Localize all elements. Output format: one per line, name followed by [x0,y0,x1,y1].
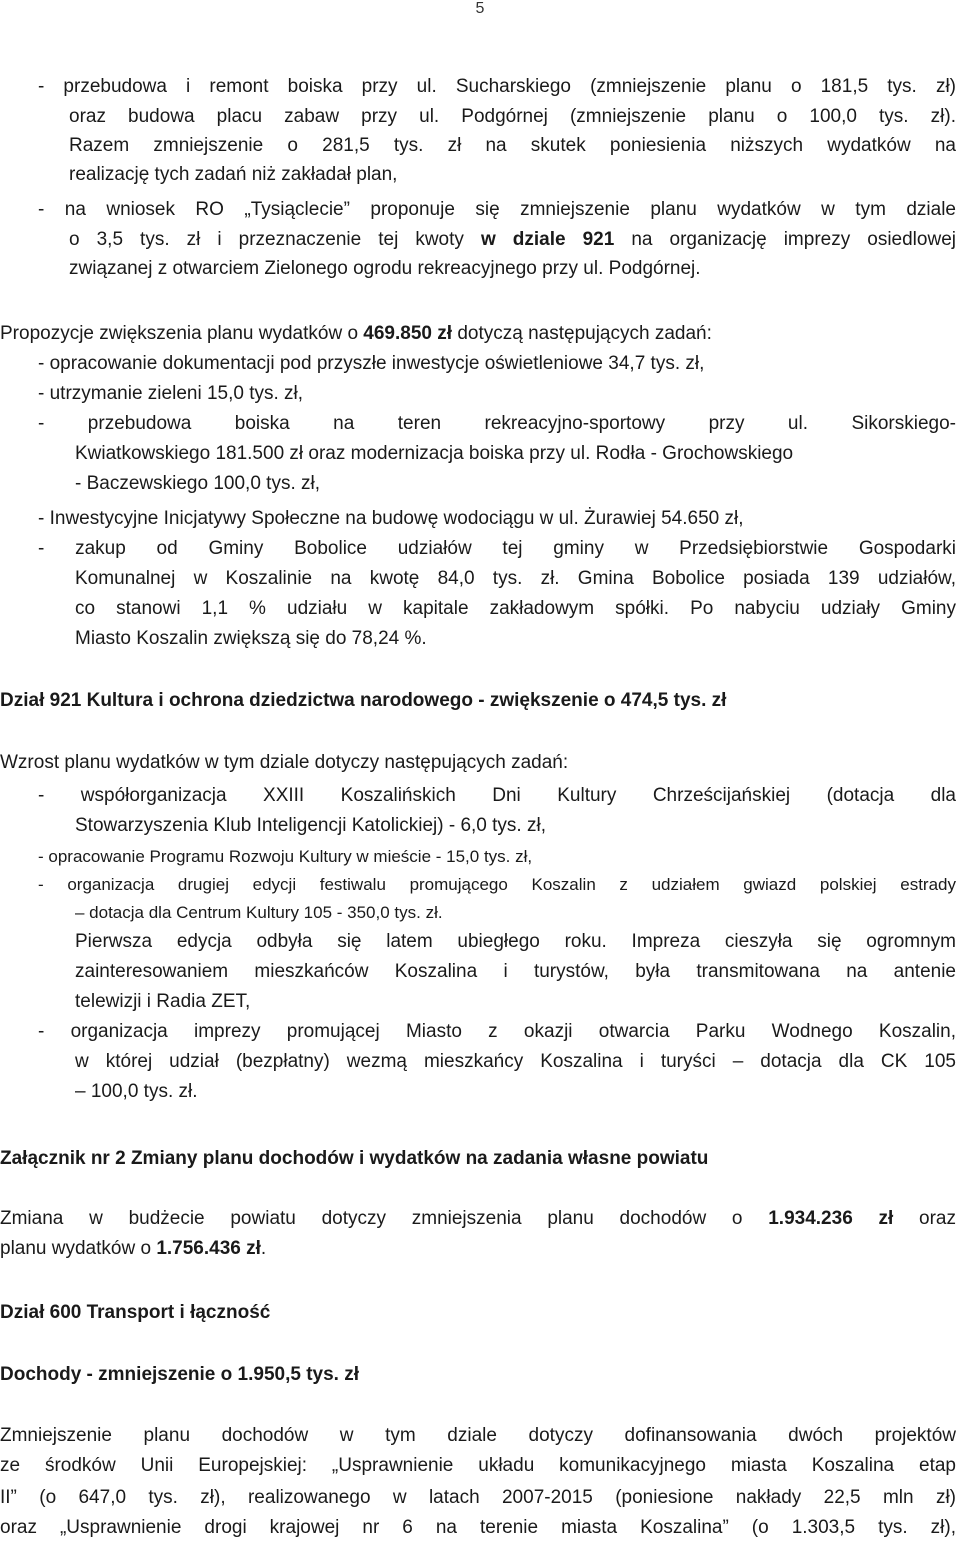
text-line [75,568,956,590]
line-text-tail: dotyczą następujących zadań: [452,323,712,344]
line-text: oraz „Usprawnienie drogi krajowej nr 6 na terenie miasta Koszalina” (o 1.303,5 tys. zł), [0,1517,956,1538]
text-line [75,815,546,837]
text-line [0,690,726,712]
bold-text: 1.934.236 zł [768,1208,894,1229]
line-text: Komunalnej w Koszalinie na kwotę 84,0 tys. zł. Gmina Bobolice posiada 139 udziałów, [75,568,956,589]
line-text: – dotacja dla Centrum Kultury 105 - 350,0 tys. zł. [75,903,443,922]
text-line [75,473,320,495]
text-line [0,1487,956,1509]
line-text: Pierwsza edycja odbyła się latem ubiegłego roku. Impreza cieszyła się ogromnym [75,931,956,952]
line-text: - współorganizacja XXIII Koszalińskich Dni Kultury Chrześcijańskiej (dotacja dla [38,785,956,806]
line-text: - przebudowa boiska na teren rekreacyjno-sportowy przy ul. Sikorskiego- [38,413,956,434]
line-text: oraz budowa placu zabaw przy ul. Podgórnej (zmniejszenie planu o 100,0 tys. zł). [69,106,956,127]
text-line [38,1021,956,1043]
line-text: Zmniejszenie planu dochodów w tym dziale dotyczy dofinansowania dwóch projektów [0,1425,956,1446]
line-text: realizację tych zadań niż zakładał plan, [69,164,398,185]
bold-text: w dziale 921 [480,229,615,250]
text-line [0,1425,956,1447]
line-text: związanej z otwarciem Zielonego ogrodu rekreacyjnego przy ul. Podgórnej. [69,258,701,279]
text-line [69,106,956,128]
text-line [0,752,568,774]
line-text: zainteresowaniem mieszkańców Koszalina i turystów, była transmitowana na antenie [75,961,956,982]
text-line [75,598,956,620]
text-line [0,1517,956,1539]
bold-text: 1.756.436 zł [156,1238,261,1259]
line-text: - zakup od Gminy Bobolice udziałów tej gminy w Przedsiębiorstwie Gospodarki [38,538,956,559]
text-line [0,1148,708,1170]
line-text: Miasto Koszalin zwiększą się do 78,24 %. [75,628,427,649]
text-line [75,931,956,953]
text-line [75,628,427,650]
text-line [75,961,956,983]
text-line [0,1208,956,1230]
page-number: 5 [475,0,485,17]
bold-text: Dochody - zmniejszenie o 1.950,5 tys. zł [0,1364,360,1385]
line-text: – 100,0 tys. zł. [75,1081,198,1102]
text-line [0,1238,266,1260]
text-line [38,538,956,560]
line-text-tail: . [260,1238,267,1259]
bold-text: Dział 921 Kultura i ochrona dziedzictwa narodowego - zwiększenie o 474,5 tys. zł [0,690,727,711]
line-text: Kwiatkowskiego 181.500 zł oraz modernizacja boiska przy ul. Rodła - Grochowskiego [75,443,794,464]
text-line [0,1302,270,1324]
text-line [38,383,303,405]
text-line [69,135,956,157]
text-line [75,443,793,465]
line-text-tail: oraz [893,1208,957,1229]
bold-text: Dział 600 Transport i łączność [0,1302,271,1323]
bold-text: Załącznik nr 2 Zmiany planu dochodów i wydatków na zadania własne powiatu [0,1148,709,1169]
text-line [38,508,743,530]
text-line [75,1081,198,1103]
line-text: telewizji i Radia ZET, [75,991,251,1012]
line-text-tail: na organizację imprezy osiedlowej [614,229,956,250]
line-text: - opracowanie dokumentacji pod przyszłe inwestycje oświetleniowe 34,7 tys. zł, [38,353,705,374]
line-text: ze środków Unii Europejskiej: „Usprawnienie układu komunikacyjnego miasta Koszalina etap [0,1455,956,1476]
text-line [0,323,712,345]
line-text: Propozycje zwiększenia planu wydatków o [0,323,364,344]
line-text: - opracowanie Programu Rozwoju Kultury w mieście - 15,0 tys. zł, [38,847,533,866]
text-line [38,76,956,98]
line-text: - Baczewskiego 100,0 tys. zł, [75,473,320,494]
line-text: Wzrost planu wydatków w tym dziale dotyczy następujących zadań: [0,752,569,773]
text-line [0,1455,956,1477]
line-text: Zmiana w budżecie powiatu dotyczy zmniejszenia planu dochodów o [0,1208,769,1229]
line-text: co stanowi 1,1 % udziału w kapitale zakładowym spółki. Po nabyciu udziały Gminy [75,598,956,619]
line-text: - organizacja imprezy promującej Miasto z okazji otwarcia Parku Wodnego Koszalin, [38,1021,956,1042]
text-line [69,164,397,186]
text-line [38,785,956,807]
line-text: Razem zmniejszenie o 281,5 tys. zł na skutek poniesienia niższych wydatków na [69,135,956,156]
text-line [69,229,956,251]
line-text: o 3,5 tys. zł i przeznaczenie tej kwoty [69,229,481,250]
line-text: - utrzymanie zieleni 15,0 tys. zł, [38,383,304,404]
text-line [38,413,956,435]
line-text: II” (o 647,0 tys. zł), realizowanego w latach 2007-2015 (poniesione nakłady 22,5 mln zł) [0,1487,956,1508]
text-line [75,991,250,1013]
text-line [38,199,956,221]
line-text: - na wniosek RO „Tysiąclecie” proponuje się zmniejszenie planu wydatków w tym dziale [38,199,956,220]
bold-text: 469.850 zł [363,323,453,344]
line-text: - organizacja drugiej edycji festiwalu promującego Koszalin z udziałem gwiazd polskiej estrady [38,875,956,894]
text-line [75,903,443,923]
line-text: Stowarzyszenia Klub Inteligencji Katolickiej) - 6,0 tys. zł, [75,815,546,836]
text-line [38,875,956,895]
line-text: w której udział (bezpłatny) wezmą mieszkańcy Koszalina i turyści – dotacja dla CK 105 [75,1051,956,1072]
line-text: - Inwestycyjne Inicjatywy Społeczne na budowę wodociągu w ul. Żurawiej 54.650 zł, [38,508,744,529]
text-line [75,1051,956,1073]
text-line [38,353,704,375]
text-line [69,258,701,280]
line-text: - przebudowa i remont boiska przy ul. Sucharskiego (zmniejszenie planu o 181,5 tys. zł) [38,76,956,97]
text-line [38,847,532,867]
text-line [0,1364,359,1386]
line-text: planu wydatków o [0,1238,157,1259]
